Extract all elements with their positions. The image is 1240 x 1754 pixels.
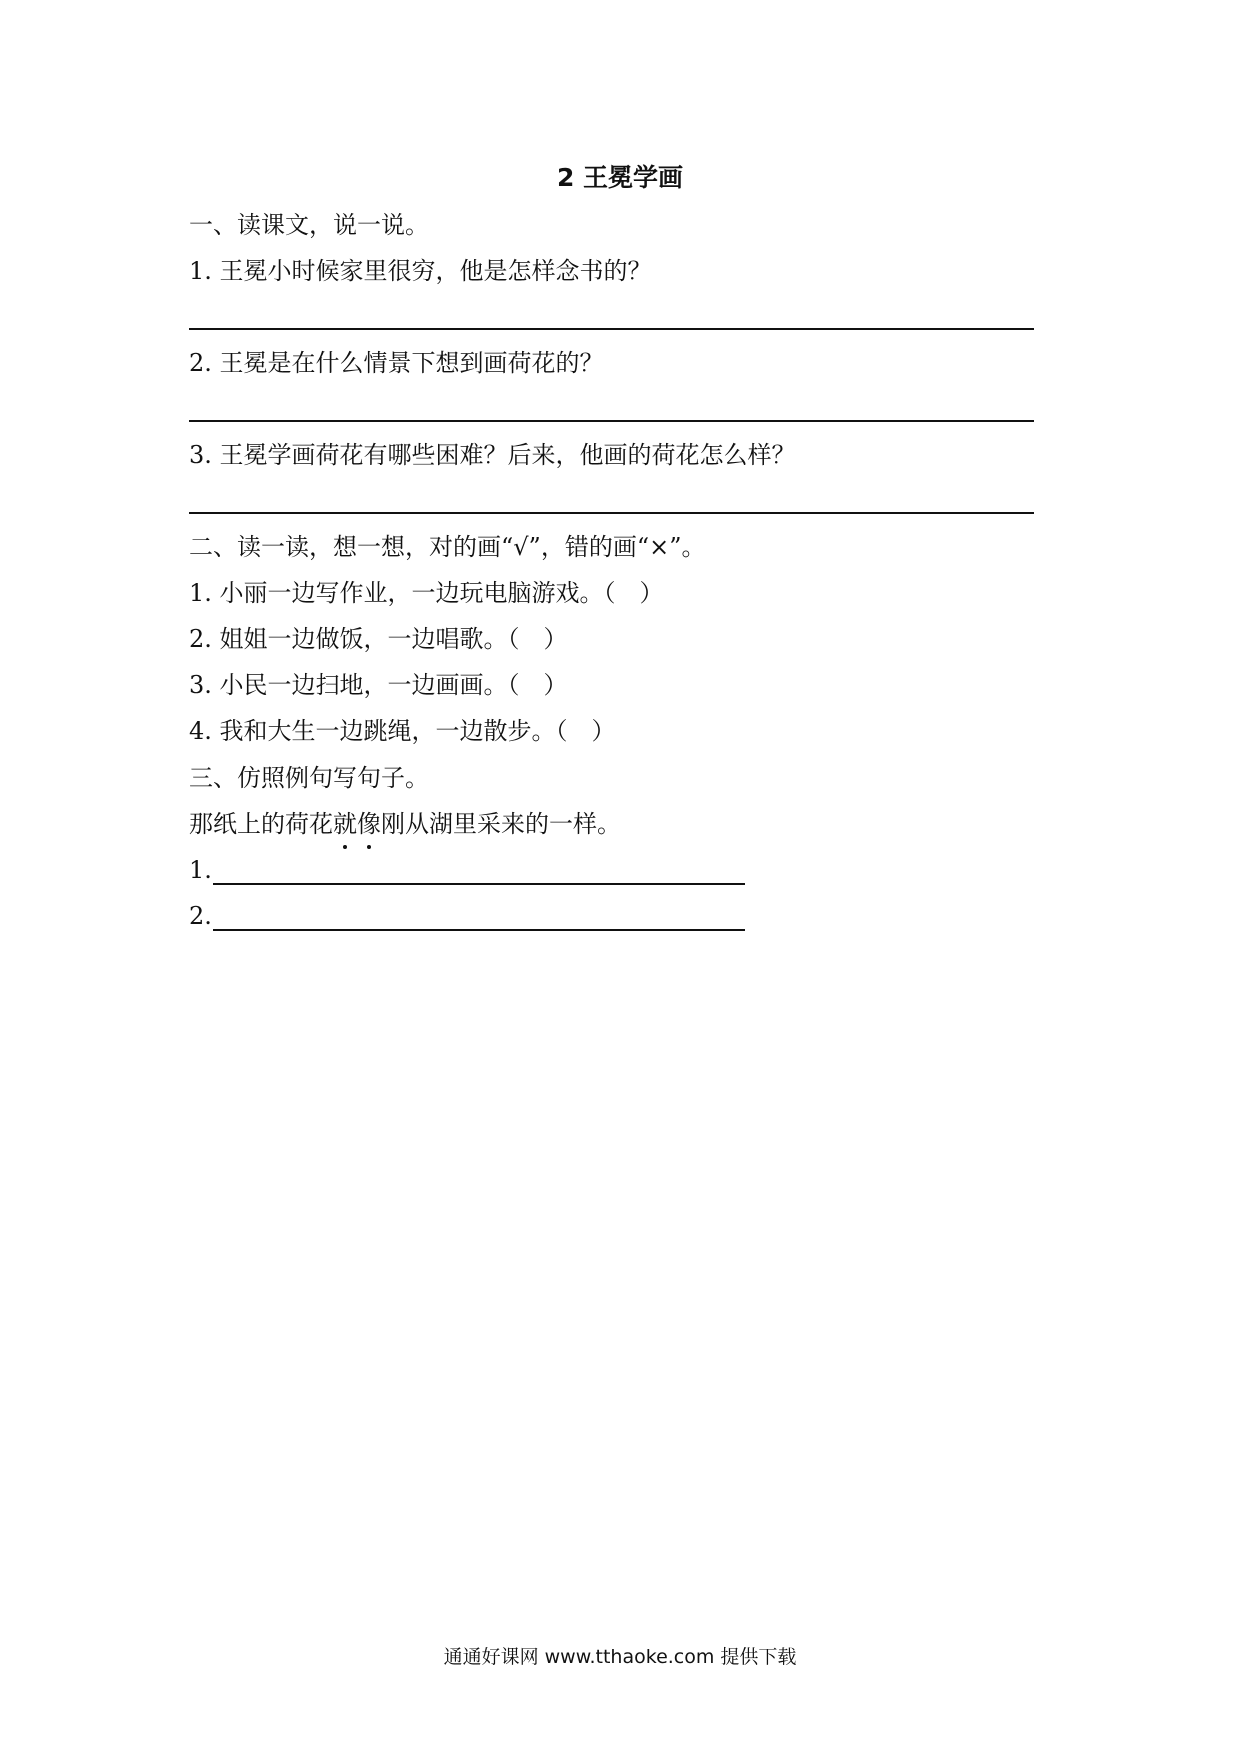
- sentence-line-1[interactable]: [213, 883, 745, 885]
- blank-label-2: 2.: [189, 902, 212, 930]
- example-sentence: [189, 807, 621, 841]
- section3-heading: 三、仿照例句写句子。: [189, 764, 429, 792]
- section1-heading: 一、读课文，说一说。: [189, 211, 429, 239]
- sentence-line-2[interactable]: [213, 929, 745, 931]
- question-2: 2. 王冕是在什么情景下想到画荷花的？: [189, 349, 604, 377]
- example-sentence-end: 刚从湖里采来的一样。: [381, 810, 621, 838]
- emphasis-char-1: 就: [333, 807, 357, 841]
- footer-credit: 通通好课网 www.tthaoke.com 提供下载: [443, 1646, 797, 1668]
- page-title: 2 王冕学画: [556, 163, 684, 192]
- answer-line-3[interactable]: [189, 512, 1034, 514]
- question-1: 1. 王冕小时候家里很穷，他是怎样念书的？: [189, 257, 652, 285]
- example-sentence-start: 那纸上的荷花: [189, 810, 333, 838]
- blank-label-1: 1.: [189, 856, 212, 884]
- judge-item-4: 4. 我和大生一边跳绳，一边散步。（ ）: [189, 717, 616, 745]
- question-3: 3. 王冕学画荷花有哪些困难？后来，他画的荷花怎么样？: [189, 441, 796, 469]
- answer-line-1[interactable]: [189, 328, 1034, 330]
- emphasis-char-2: 像: [357, 807, 381, 841]
- judge-item-2: 2. 姐姐一边做饭，一边唱歌。（ ）: [189, 625, 568, 653]
- judge-item-3: 3. 小民一边扫地，一边画画。（ ）: [189, 671, 568, 699]
- section2-heading: 二、读一读，想一想，对的画“√”，错的画“×”。: [189, 533, 706, 561]
- answer-line-2[interactable]: [189, 420, 1034, 422]
- judge-item-1: 1. 小丽一边写作业，一边玩电脑游戏。（ ）: [189, 579, 664, 607]
